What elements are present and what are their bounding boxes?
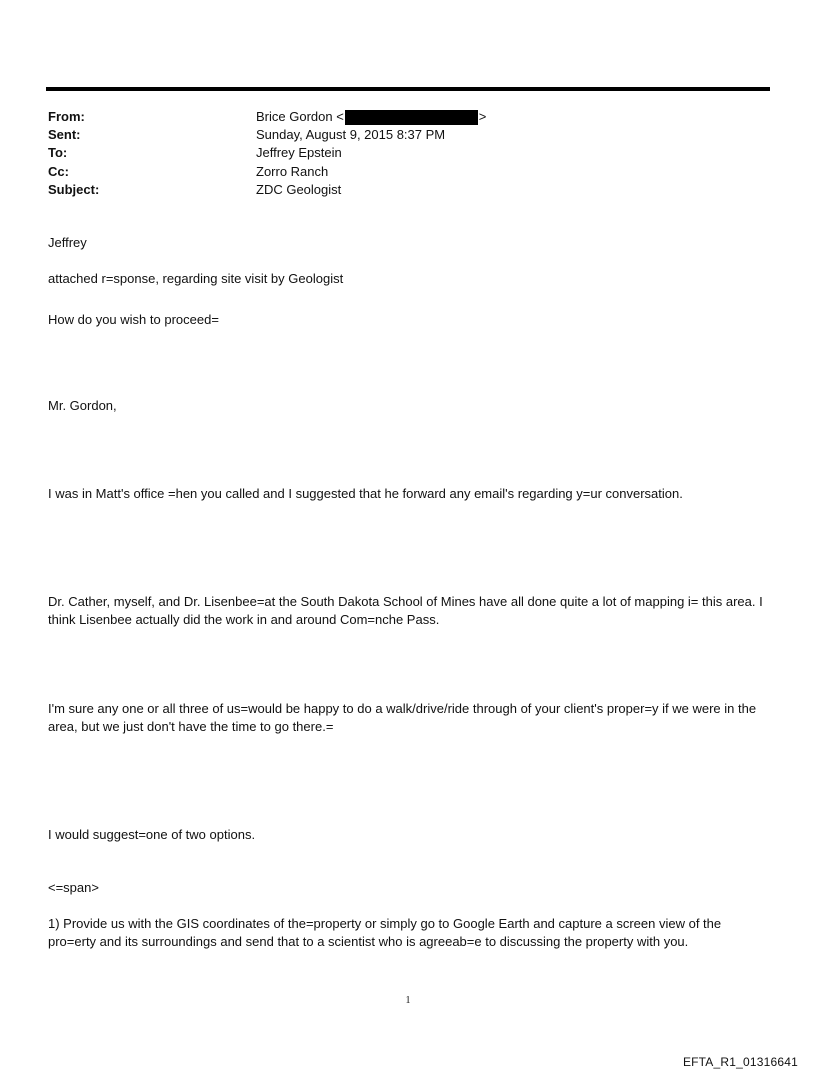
body-paragraph-5: I was in Matt's office =hen you called and I suggested that he forward any email's regarding y=ur conversation. <box>48 486 683 501</box>
email-header <box>48 108 768 199</box>
body-paragraph-9: <=span> <box>48 880 99 895</box>
body-paragraph-2: attached r=sponse, regarding site visit by Geologist <box>48 271 344 286</box>
cc-value: Zorro Ranch <box>256 163 329 179</box>
to-row <box>48 144 768 162</box>
from-name: Brice Gordon < <box>256 109 344 124</box>
body-paragraph-10: 1) Provide us with the GIS coordinates of the=property or simply go to Google Earth and capture a screen view of the pro=erty and its surroundings and send that to a scientist who is agreeab=e to discussing the property with you. <box>48 916 722 949</box>
bates-number: EFTA_R1_01316641 <box>682 1055 798 1069</box>
sent-label: Sent: <box>48 127 81 143</box>
from-row <box>48 108 768 126</box>
body-paragraph-7: I'm sure any one or all three of us=would be happy to do a walk/drive/ride through of your client's proper=y if we were in the area, but we just don't have the time to go there.= <box>48 701 757 734</box>
subject-label: Subject: <box>48 181 100 197</box>
to-value: Jeffrey Epstein <box>256 145 342 161</box>
redaction-box <box>345 110 478 125</box>
body-paragraph-4: Mr. Gordon, <box>48 398 117 413</box>
sent-row <box>48 126 768 144</box>
from-label: From: <box>48 109 85 124</box>
body-paragraph-1: Jeffrey <box>48 235 87 250</box>
body-paragraph-8: I would suggest=one of two options. <box>48 827 256 842</box>
from-close: > <box>478 109 487 124</box>
page-number: 1 <box>405 995 411 1006</box>
cc-label: Cc: <box>48 163 69 179</box>
sent-value: Sunday, August 9, 2015 8:37 PM <box>256 127 446 143</box>
subject-value: ZDC Geologist <box>256 181 342 197</box>
body-paragraph-3: How do you wish to proceed= <box>48 312 219 327</box>
cc-row <box>48 163 768 181</box>
header-rule <box>46 87 770 91</box>
body-paragraph-6: Dr. Cather, myself, and Dr. Lisenbee=at the South Dakota School of Mines have all done quite a lot of mapping i= this area. I think Lisenbee actually did the work in and around Com=nche Pass. <box>48 594 763 627</box>
from-value <box>256 108 486 126</box>
to-label: To: <box>48 145 68 161</box>
subject-row <box>48 181 768 199</box>
